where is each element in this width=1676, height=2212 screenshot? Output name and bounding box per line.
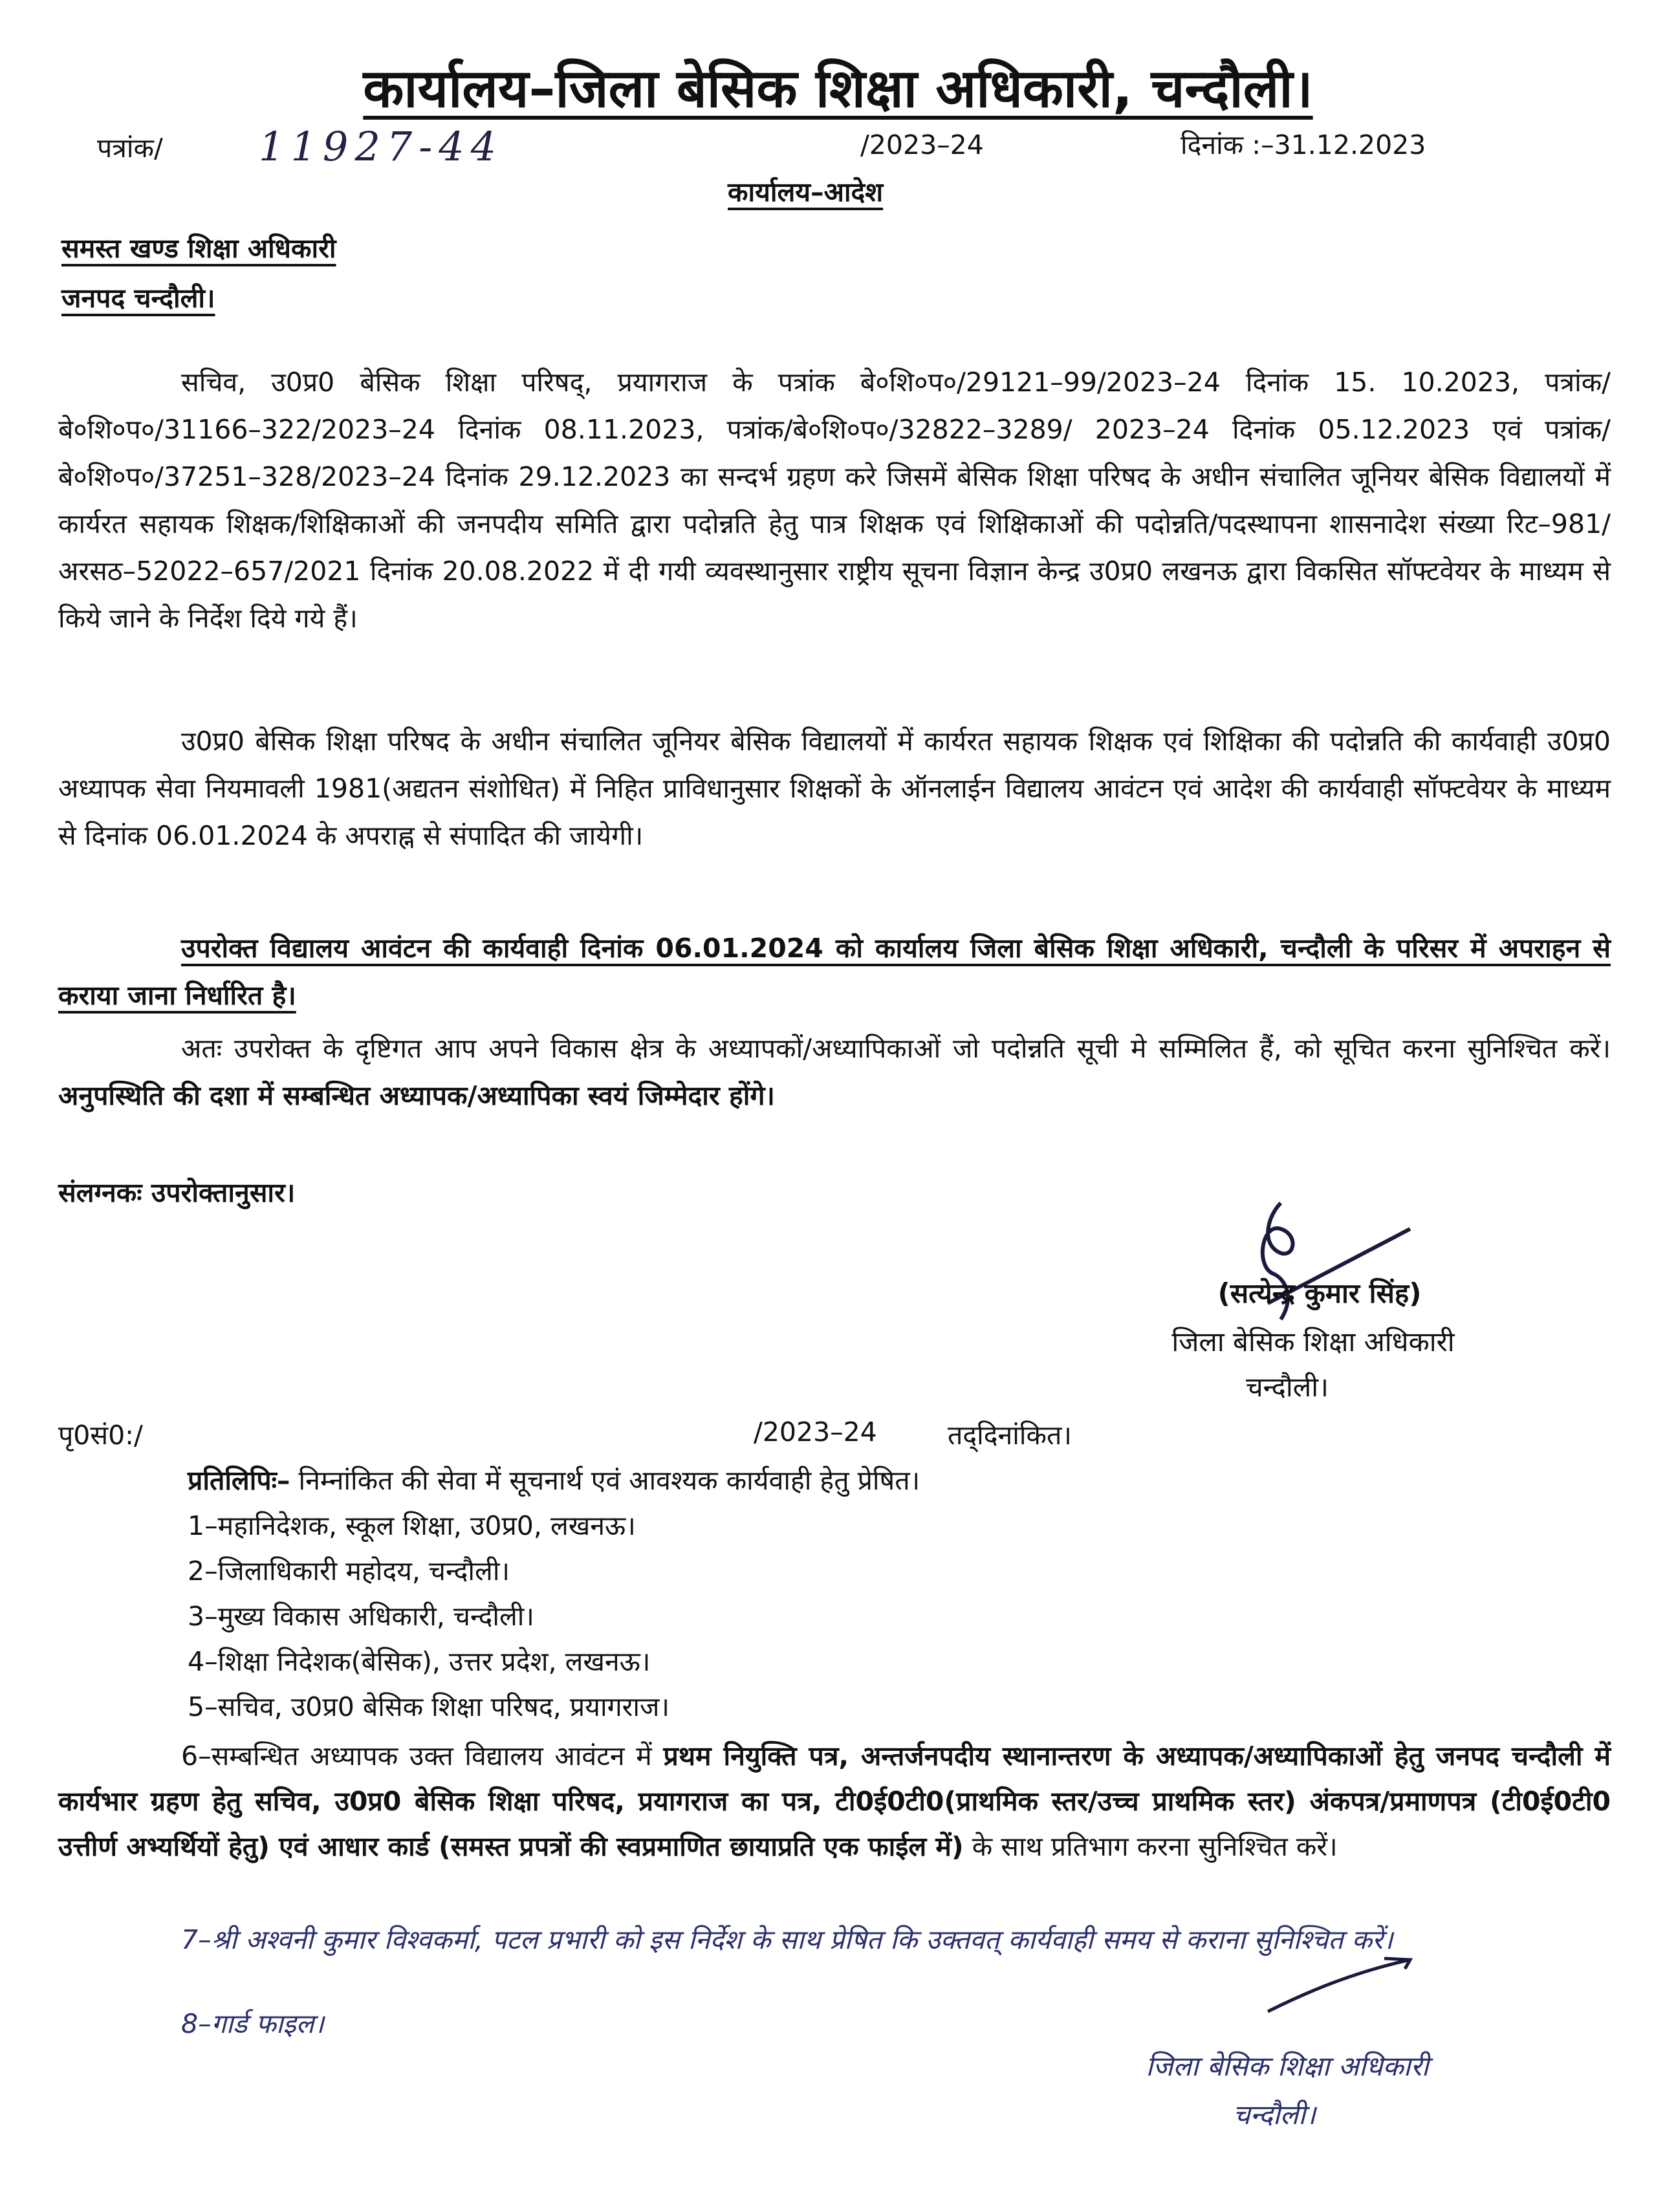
cc-item-7: 7–श्री अश्वनी कुमार विश्वकर्मा, पटल प्रभारी को इस निर्देश के साथ प्रेषित कि उक्तवत् कार्यवाही समय से कराना सुनिश्चित करें। xyxy=(181,1924,1393,1955)
cc-item-6 xyxy=(58,1733,1611,1869)
cc-item-6-lead: 6–सम्बन्धित अध्यापक उक्त विद्यालय आवंटन में xyxy=(181,1740,652,1772)
signature-1-designation: जिला बेसिक शिक्षा अधिकारी xyxy=(1171,1326,1455,1358)
cc-label: प्रतिलिपिः– xyxy=(188,1465,290,1496)
paragraph-2: उ0प्र0 बेसिक शिक्षा परिषद के अधीन संचालित जूनियर बेसिक विद्यालयों में कार्यरत सहायक शिक्षक एवं शिक्षिका की पदोन्नति की कार्यवाही उ0प्र0 अध्यापक सेवा नियमावली 1981(अद्यतन संशोधित) में निहित प्राविधानुसार शिक्षकों के ऑनलाईन विद्यालय आवंटन एवं आदेश की कार्यवाही सॉफ्टवेयर के माध्यम से दिनांक 06.01.2024 के अपराह्न से संपादित की जायेगी। xyxy=(58,726,1611,851)
signature-2-designation: जिला बेसिक शिक्षा अधिकारी xyxy=(1146,2050,1429,2082)
cc-item-8: 8–गार्ड फाइल। xyxy=(181,2008,324,2039)
letter-date: दिनांक :–31.12.2023 xyxy=(1181,129,1426,160)
paragraph-4 xyxy=(58,1025,1611,1120)
cc-item-4: 4–शिक्षा निदेशक(बेसिक), उत्तर प्रदेश, लखनऊ। xyxy=(188,1646,651,1677)
enclosure: संलग्नकः उपरोक्तानुसार। xyxy=(58,1177,296,1208)
endorsement-ref-label: पृ0सं0:/ xyxy=(58,1420,143,1451)
cc-item-6-tail: के साथ प्रतिभाग करना सुनिश्चित करें। xyxy=(972,1831,1338,1862)
cc-item-1: 1–महानिदेशक, स्कूल शिक्षा, उ0प्र0, लखनऊ। xyxy=(188,1510,636,1541)
signature-2 xyxy=(1255,1947,1423,2024)
signature-1-place: चन्दौली। xyxy=(1245,1371,1329,1403)
office-title: कार्यालय–जिला बेसिक शिक्षा अधिकारी, चन्दौली। xyxy=(363,58,1313,120)
letter-year: /2023–24 xyxy=(860,129,984,160)
signature-2-place: चन्दौली। xyxy=(1232,2099,1316,2131)
paragraph-1: सचिव, उ0प्र0 बेसिक शिक्षा परिषद्, प्रयागराज के पत्रांक बे०शि०प०/29121–99/2023–24 दिनांक 15. 10.2023, पत्रांक/बे०शि०प०/31166–322/2023–24 दिनांक 08.11.2023, पत्रांक/बे०शि०प०/32822–3289/ 2023–24 दिनांक 05.12.2023 एवं पत्रांक/बे०शि०प०/37251–328/2023–24 दिनांक 29.12.2023 का सन्दर्भ ग्रहण करे जिसमें बेसिक शिक्षा परिषद के अधीन संचालित जूनियर बेसिक विद्यालयों में कार्यरत सहायक शिक्षक/शिक्षिकाओं की जनपदीय समिति द्वारा पदोन्नति हेतु पात्र शिक्षक एवं शिक्षिकाओं की पदोन्नति/पदस्थापना शासनादेश संख्या रिट–981/अरसठ–52022–657/2021 दिनांक 20.08.2022 में दी गयी व्यवस्थानुसार राष्ट्रीय सूचना विज्ञान केन्द्र उ0प्र0 लखनऊ द्वारा विकसित सॉफ्टवेयर के माध्यम से किये जाने के निर्देश दिये गये हैं। xyxy=(58,367,1611,634)
cc-intro: निम्नांकित की सेवा में सूचनार्थ एवं आवश्यक कार्यवाही हेतु प्रेषित। xyxy=(298,1465,920,1496)
cc-item-3: 3–मुख्य विकास अधिकारी, चन्दौली। xyxy=(188,1601,534,1632)
letter-no-label: पत्रांक/ xyxy=(97,133,163,164)
letter-no-handwritten: 11927-44 xyxy=(259,123,503,170)
cc-item-6-docs: प्रथम नियुक्ति पत्र, अन्तर्जनपदीय स्थानान्तरण के अध्यापक/अध्यापिकाओं हेतु जनपद चन्दौली में कार्यभार ग्रहण हेतु सचिव, उ0प्र0 बेसिक शिक्षा परिषद, प्रयागराज का पत्र, टी0ई0टी0(प्राथमिक स्तर/उच्च प्राथमिक स्तर) अंकपत्र/प्रमाणपत्र (टी0ई0टी0 उत्तीर्ण अभ्यर्थियों हेतु) एवं आधार कार्ड (समस्त प्रपत्रों की स्वप्रमाणित छायाप्रति एक फाईल में) xyxy=(58,1740,1611,1862)
cc-item-2: 2–जिलाधिकारी महोदय, चन्दौली। xyxy=(188,1556,510,1587)
paragraph-3: उपरोक्त विद्यालय आवंटन की कार्यवाही दिनांक 06.01.2024 को कार्यालय जिला बेसिक शिक्षा अधिकारी, चन्दौली के परिसर में अपराहन से कराया जाना निर्धारित है। xyxy=(58,933,1611,1011)
paragraph-4-bold: अनुपस्थिति की दशा में सम्बन्धित अध्यापक/अध्यापिका स्वयं जिम्मेदार होंगे। xyxy=(58,1080,775,1111)
addressee-line2: जनपद चन्दौली। xyxy=(61,283,215,314)
cc-item-5: 5–सचिव, उ0प्र0 बेसिक शिक्षा परिषद, प्रयागराज। xyxy=(188,1691,670,1722)
endorsement-ref-date: तद्‌दिनांकित। xyxy=(948,1420,1072,1451)
signature-1-name: (सत्येन्द्र कुमार सिंह) xyxy=(1217,1277,1422,1309)
addressee-line1: समस्त खण्ड शिक्षा अधिकारी xyxy=(61,233,336,264)
endorsement-ref-year: /2023–24 xyxy=(754,1416,877,1448)
cc-line xyxy=(188,1462,920,1498)
paragraph-4-text: अतः उपरोक्त के दृष्टिगत आप अपने विकास क्षेत्र के अध्यापकों/अध्यापिकाओं जो पदोन्नति सूची मे सम्मिलित हैं, को सूचित करना सुनिश्चित करें। xyxy=(181,1033,1611,1064)
signature-2-stroke xyxy=(1268,1960,1410,2011)
order-heading: कार्यालय–आदेश xyxy=(728,177,884,208)
